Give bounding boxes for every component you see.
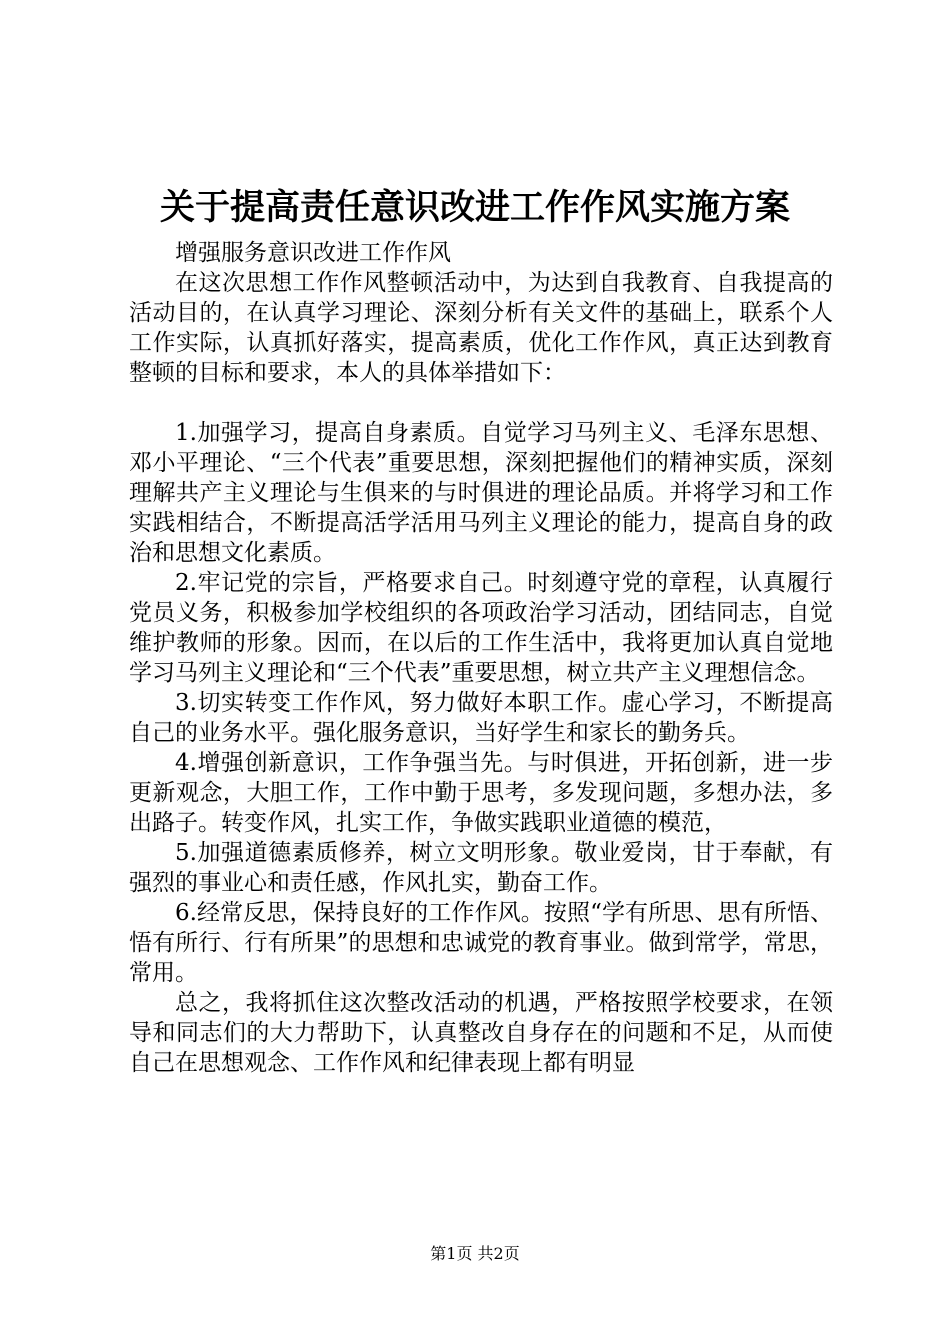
- intro-paragraph: 在这次思想工作作风整顿活动中，为达到自我教育、自我提高的活动目的，在认真学习理论、深刻分析有关文件的基础上，联系个人工作实际，认真抓好落实，提高素质，优化工作作风，真正达到教育整顿的目标和要求，本人的具体举措如下：: [129, 270, 833, 386]
- item-paragraph-4: 4.增强创新意识，工作争强当先。与时俱进，开拓创新，进一步更新观念，大胆工作，工作中勤于思考，多发现问题，多想办法，多出路子。转变作风，扎实工作，争做实践职业道德的模范，: [129, 750, 833, 836]
- item-paragraph-6: 6.经常反思，保持良好的工作作风。按照“学有所思、思有所悟、悟有所行、行有所果”的思想和忠诚党的教育事业。做到常学，常思，常用。: [129, 900, 833, 986]
- item-paragraph-2: 2.牢记党的宗旨，严格要求自己。时刻遵守党的章程，认真履行党员义务，积极参加学校组织的各项政治学习活动，团结同志，自觉维护教师的形象。因而，在以后的工作生活中，我将更加认真自觉地学习马列主义理论和“三个代表”重要思想，树立共产主义理想信念。: [129, 570, 833, 686]
- summary-paragraph: 总之，我将抓住这次整改活动的机遇，严格按照学校要求，在领导和同志们的大力帮助下，认真整改自身存在的问题和不足，从而使自己在思想观念、工作作风和纪律表现上都有明显: [129, 990, 833, 1076]
- document-subtitle: 增强服务意识改进工作作风: [175, 240, 451, 266]
- document-title: 关于提高责任意识改进工作作风实施方案: [159, 187, 790, 228]
- item-paragraph-5: 5.加强道德素质修养，树立文明形象。敬业爱岗，甘于奉献，有强烈的事业心和责任感，作风扎实，勤奋工作。: [129, 840, 833, 896]
- page-number: 第1页 共2页: [430, 1244, 520, 1263]
- document-body: [129, 238, 833, 1078]
- item-paragraph-1: 1.加强学习，提高自身素质。自觉学习马列主义、毛泽东思想、邓小平理论、“三个代表”重要思想，深刻把握他们的精神实质，深刻理解共产主义理论与生俱来的与时俱进的理论品质。并将学习和工作实践相结合，不断提高活学活用马列主义理论的能力，提高自身的政治和思想文化素质。: [129, 420, 833, 566]
- item-paragraph-3: 3.切实转变工作作风，努力做好本职工作。虚心学习，不断提高自己的业务水平。强化服务意识，当好学生和家长的勤务兵。: [129, 690, 833, 746]
